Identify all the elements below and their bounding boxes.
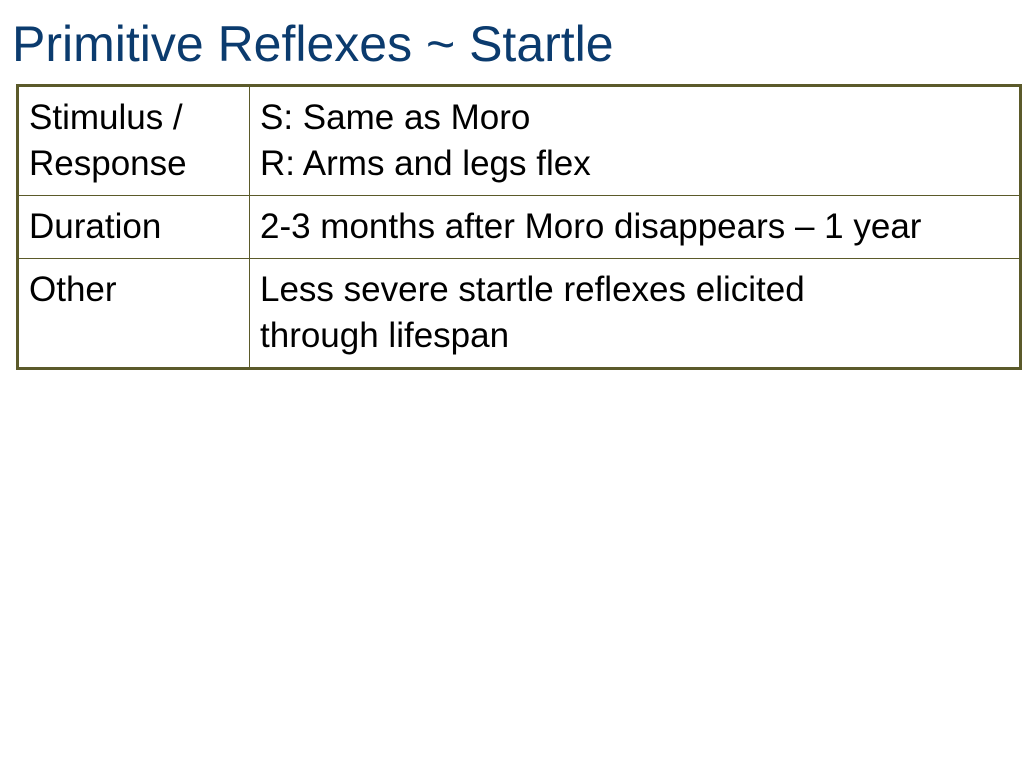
table-value-line: S: Same as Moro [260,98,531,137]
table-value-line: through lifespan [260,316,510,355]
table-value-cell [250,259,1021,369]
table-key-cell [18,86,250,196]
table-key-line: Response [29,144,187,183]
table-value-line: Less severe startle reflexes elicited [260,270,805,309]
reflex-table [16,84,1022,370]
table-key-cell [18,259,250,369]
table-value-line: R: Arms and legs flex [260,144,591,183]
table-value-cell [250,86,1021,196]
table-row [18,86,1021,196]
table-key-cell [18,196,250,259]
table-row [18,196,1021,259]
slide-title: Primitive Reflexes ~ Startle [12,16,614,72]
table-value-cell [250,196,1021,259]
table-value-line: 2-3 months after Moro disappears – 1 year [260,207,922,246]
table-key-line: Other [29,270,117,309]
table-key-line: Duration [29,207,162,246]
table-row [18,259,1021,369]
table-key-line: Stimulus / [29,98,183,137]
